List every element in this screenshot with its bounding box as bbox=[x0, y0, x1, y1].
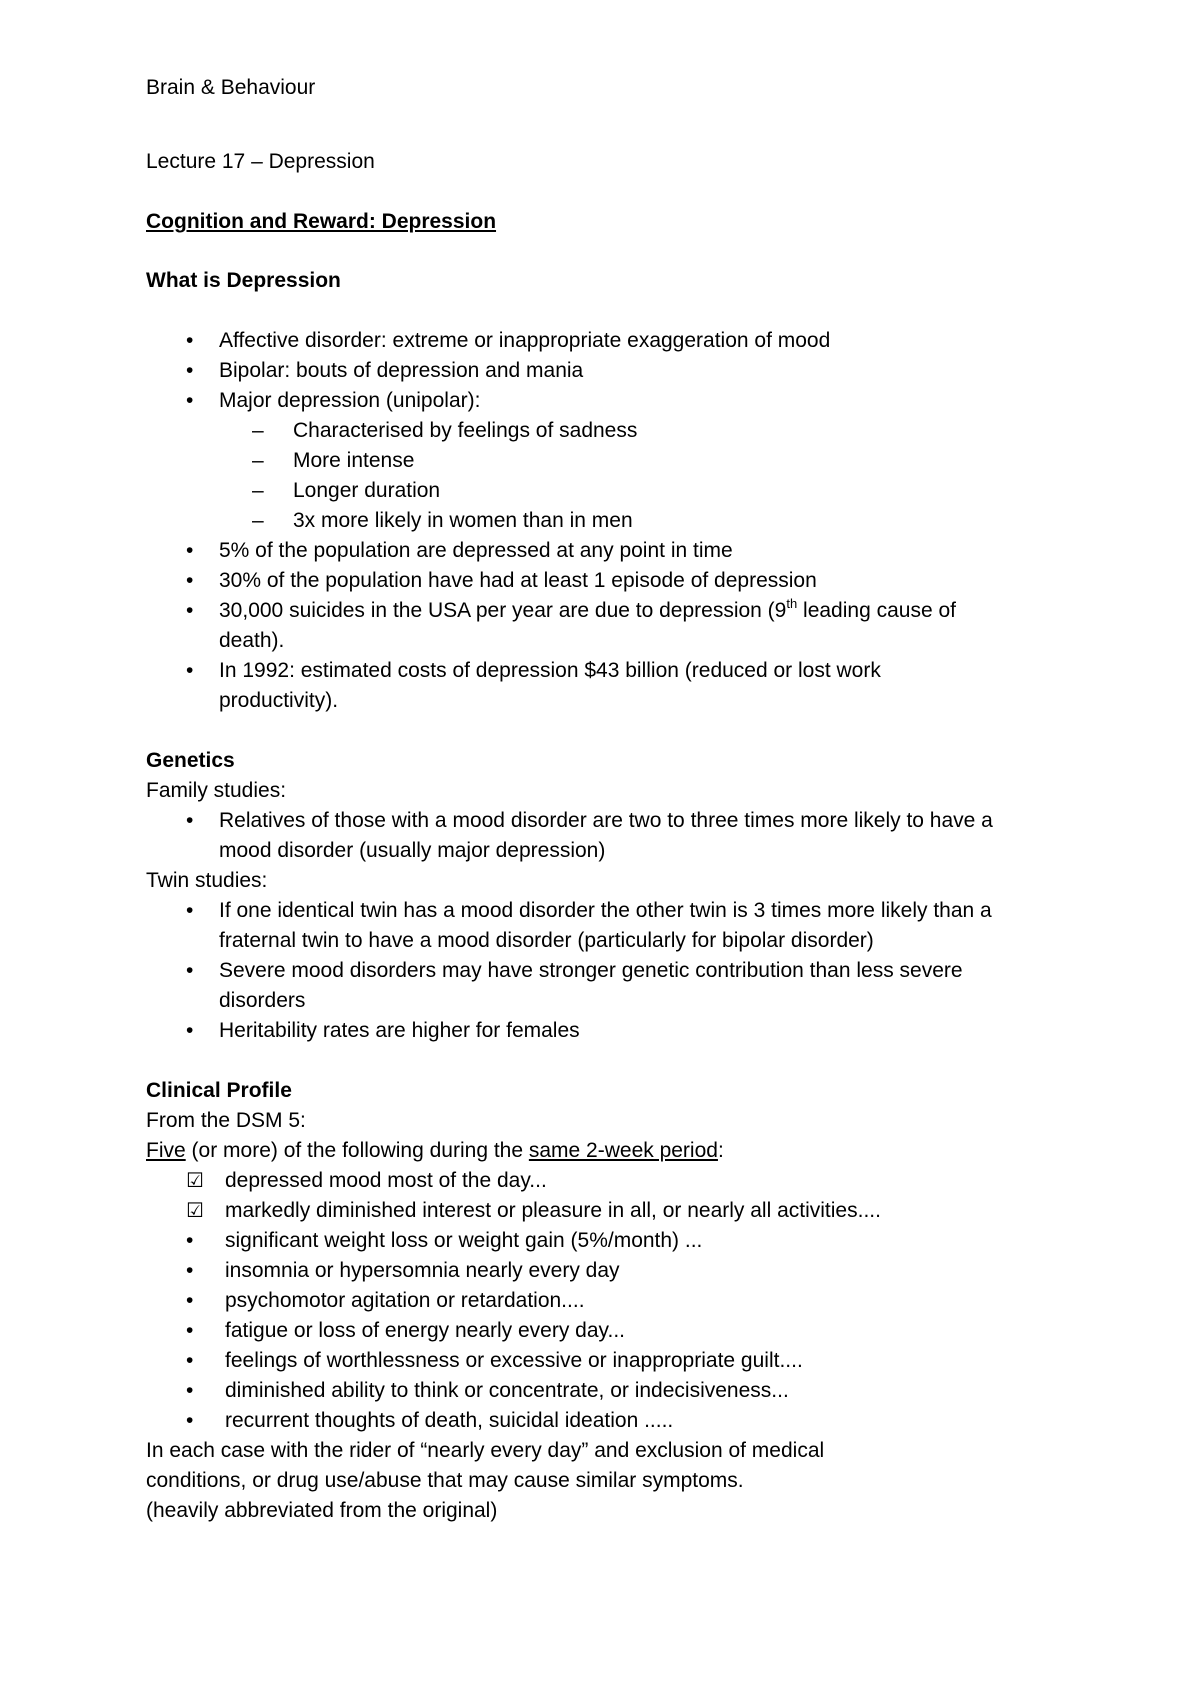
bullet-icon: • bbox=[186, 1259, 194, 1282]
note-line: (heavily abbreviated from the original) bbox=[146, 1499, 498, 1522]
bullet-icon: • bbox=[186, 959, 194, 982]
criteria-five: Five bbox=[146, 1139, 186, 1162]
list-item-continuation: mood disorder (usually major depression) bbox=[219, 839, 606, 862]
what-is-heading: What is Depression bbox=[146, 269, 341, 292]
list-item: 5% of the population are depressed at any point in time bbox=[219, 539, 733, 562]
sub-list-item: Longer duration bbox=[293, 479, 441, 502]
criteria-colon: : bbox=[717, 1139, 724, 1162]
dash-icon: – bbox=[252, 449, 264, 472]
dsm-source: From the DSM 5: bbox=[146, 1109, 306, 1132]
bullet-icon: • bbox=[186, 569, 194, 592]
bullet-icon: • bbox=[186, 1349, 194, 1372]
checked-item: depressed mood most of the day... bbox=[225, 1169, 547, 1192]
suicides-text-end: leading cause of bbox=[797, 599, 956, 622]
twin-studies-label: Twin studies: bbox=[146, 869, 268, 892]
list-item: Affective disorder: extreme or inappropriate exaggeration of mood bbox=[219, 329, 831, 352]
bullet-icon: • bbox=[186, 1409, 194, 1432]
bullet-icon: • bbox=[186, 539, 194, 562]
clinical-heading: Clinical Profile bbox=[146, 1079, 292, 1102]
list-item-continuation: productivity). bbox=[219, 689, 339, 712]
bullet-icon: • bbox=[186, 1229, 194, 1252]
course-title: Brain & Behaviour bbox=[146, 76, 316, 99]
list-item: In 1992: estimated costs of depression $43 billion (reduced or lost work bbox=[219, 659, 881, 682]
symptom-item: significant weight loss or weight gain (5%/month) ... bbox=[225, 1229, 703, 1252]
list-item: Relatives of those with a mood disorder are two to three times more likely to have a bbox=[219, 809, 993, 832]
list-item-continuation: death). bbox=[219, 629, 285, 652]
section-title: Cognition and Reward: Depression bbox=[146, 210, 497, 233]
dash-icon: – bbox=[252, 509, 264, 532]
list-item: If one identical twin has a mood disorder the other twin is 3 times more likely than a bbox=[219, 899, 992, 922]
dash-icon: – bbox=[252, 479, 264, 502]
criteria-line bbox=[146, 1137, 724, 1164]
bullet-icon: • bbox=[186, 359, 194, 382]
bullet-icon: • bbox=[186, 599, 194, 622]
symptom-item: diminished ability to think or concentrate, or indecisiveness... bbox=[225, 1379, 789, 1402]
list-item-continuation: disorders bbox=[219, 989, 306, 1012]
superscript: th bbox=[786, 596, 798, 611]
list-item-continuation: fraternal twin to have a mood disorder (particularly for bipolar disorder) bbox=[219, 929, 874, 952]
bullet-icon: • bbox=[186, 899, 194, 922]
bullet-icon: • bbox=[186, 809, 194, 832]
dash-icon: – bbox=[252, 419, 264, 442]
symptom-item: feelings of worthlessness or excessive or inappropriate guilt.... bbox=[225, 1349, 803, 1372]
note-line: In each case with the rider of “nearly every day” and exclusion of medical bbox=[146, 1439, 825, 1462]
list-item-suicides bbox=[219, 597, 956, 624]
bullet-icon: • bbox=[186, 1019, 194, 1042]
bullet-icon: • bbox=[186, 389, 194, 412]
list-item: 30% of the population have had at least 1 episode of depression bbox=[219, 569, 817, 592]
bullet-icon: • bbox=[186, 659, 194, 682]
lecture-title: Lecture 17 – Depression bbox=[146, 150, 375, 173]
note-line: conditions, or drug use/abuse that may cause similar symptoms. bbox=[146, 1469, 744, 1492]
suicides-text: 30,000 suicides in the USA per year are due to depression (9 bbox=[219, 599, 787, 622]
checked-item: markedly diminished interest or pleasure in all, or nearly all activities.... bbox=[225, 1199, 881, 1222]
symptom-item: recurrent thoughts of death, suicidal ideation ..... bbox=[225, 1409, 674, 1432]
list-item: Heritability rates are higher for females bbox=[219, 1019, 580, 1042]
list-item: Severe mood disorders may have stronger genetic contribution than less severe bbox=[219, 959, 963, 982]
criteria-text: (or more) of the following during the bbox=[185, 1139, 529, 1162]
bullet-icon: • bbox=[186, 329, 194, 352]
sub-list-item: 3x more likely in women than in men bbox=[293, 509, 633, 532]
symptom-item: insomnia or hypersomnia nearly every day bbox=[225, 1259, 620, 1282]
family-studies-label: Family studies: bbox=[146, 779, 287, 802]
criteria-period: same 2-week period bbox=[528, 1139, 718, 1162]
list-item: Bipolar: bouts of depression and mania bbox=[219, 359, 584, 382]
sub-list-item: More intense bbox=[293, 449, 415, 472]
checkbox-icon: ☑ bbox=[186, 1168, 204, 1192]
symptom-item: fatigue or loss of energy nearly every day... bbox=[225, 1319, 625, 1342]
symptom-item: psychomotor agitation or retardation.... bbox=[225, 1289, 585, 1312]
bullet-icon: • bbox=[186, 1289, 194, 1312]
list-item: Major depression (unipolar): bbox=[219, 389, 481, 412]
bullet-icon: • bbox=[186, 1319, 194, 1342]
sub-list-item: Characterised by feelings of sadness bbox=[293, 419, 638, 442]
genetics-heading: Genetics bbox=[146, 749, 235, 772]
checkbox-icon: ☑ bbox=[186, 1198, 204, 1222]
bullet-icon: • bbox=[186, 1379, 194, 1402]
